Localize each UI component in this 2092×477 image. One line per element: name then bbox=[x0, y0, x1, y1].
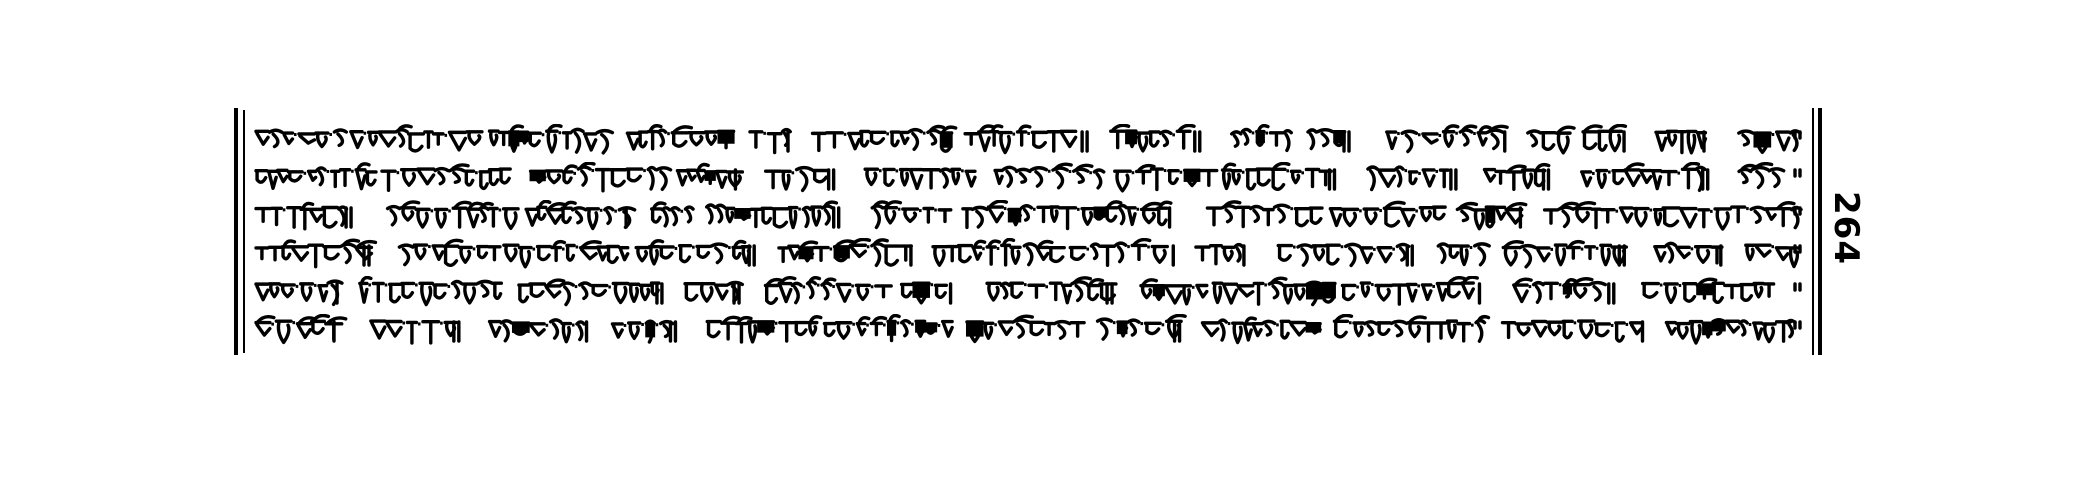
script-line bbox=[252, 200, 1804, 234]
page-number-label: 264 bbox=[1826, 191, 1867, 265]
manuscript-folio bbox=[234, 108, 1867, 355]
left-border-outer-rule bbox=[234, 108, 238, 355]
script-line bbox=[252, 314, 1804, 348]
script-line bbox=[252, 124, 1804, 158]
script-line bbox=[252, 276, 1804, 310]
right-border-outer-rule bbox=[1818, 108, 1822, 355]
script-line bbox=[252, 238, 1804, 272]
text-block bbox=[252, 124, 1804, 348]
page-number bbox=[1826, 178, 1866, 278]
right-border-inner-rule bbox=[1812, 108, 1814, 355]
left-border-inner-rule bbox=[243, 110, 245, 353]
script-line bbox=[252, 162, 1804, 196]
